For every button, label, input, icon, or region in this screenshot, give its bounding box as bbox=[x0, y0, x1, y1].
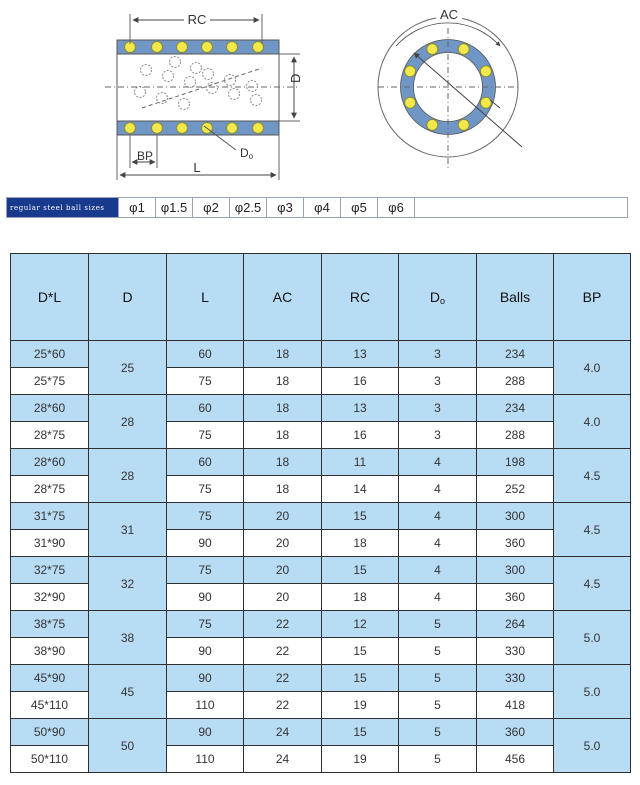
cell-dl: 25*75 bbox=[11, 368, 89, 395]
cell-bp: 5.0 bbox=[554, 665, 631, 719]
cell-rc: 16 bbox=[322, 422, 399, 449]
cell-l: 60 bbox=[167, 449, 244, 476]
cell-ac: 24 bbox=[244, 746, 322, 773]
ball-icon bbox=[163, 71, 174, 82]
cell-l: 75 bbox=[167, 503, 244, 530]
ball-icon bbox=[185, 77, 196, 88]
cell-bp: 4.5 bbox=[554, 449, 631, 503]
cell-d: 28 bbox=[89, 395, 167, 449]
cell-balls: 288 bbox=[477, 368, 554, 395]
cell-d: 31 bbox=[89, 503, 167, 557]
cell-dl: 32*75 bbox=[11, 557, 89, 584]
cell-ac: 22 bbox=[244, 692, 322, 719]
table-row bbox=[11, 449, 631, 476]
cell-dl: 25*60 bbox=[11, 341, 89, 368]
cell-bp: 5.0 bbox=[554, 719, 631, 773]
cell-do: 4 bbox=[399, 557, 477, 584]
cell-dl: 50*110 bbox=[11, 746, 89, 773]
cell-rc: 15 bbox=[322, 665, 399, 692]
ball-size-strip bbox=[6, 197, 628, 218]
cell-rc: 18 bbox=[322, 530, 399, 557]
ball-size-cell: φ1.5 bbox=[155, 198, 192, 217]
header-do-sub: o bbox=[440, 295, 446, 306]
cell-l: 75 bbox=[167, 476, 244, 503]
table-row bbox=[11, 395, 631, 422]
ball-size-cell: φ3 bbox=[266, 198, 303, 217]
cell-balls: 360 bbox=[477, 719, 554, 746]
cell-dl: 28*75 bbox=[11, 476, 89, 503]
ball-size-cell: φ4 bbox=[303, 198, 340, 217]
cell-dl: 28*60 bbox=[11, 395, 89, 422]
cell-dl: 38*75 bbox=[11, 611, 89, 638]
ball-icon bbox=[251, 95, 262, 106]
cell-do: 3 bbox=[399, 422, 477, 449]
bp-label: BP bbox=[136, 149, 154, 163]
header-balls: Balls bbox=[477, 254, 554, 341]
cell-l: 90 bbox=[167, 665, 244, 692]
cell-balls: 360 bbox=[477, 584, 554, 611]
cell-do: 5 bbox=[399, 746, 477, 773]
cell-l: 110 bbox=[167, 692, 244, 719]
ball-icon bbox=[427, 119, 438, 130]
cell-l: 110 bbox=[167, 746, 244, 773]
bearing-spec-table bbox=[10, 253, 631, 773]
cell-bp: 4.0 bbox=[554, 395, 631, 449]
ball-icon bbox=[203, 69, 214, 80]
ball-sleeve-drawings bbox=[0, 0, 640, 190]
cell-balls: 300 bbox=[477, 557, 554, 584]
cell-rc: 15 bbox=[322, 557, 399, 584]
cell-d: 32 bbox=[89, 557, 167, 611]
cell-ac: 20 bbox=[244, 530, 322, 557]
cell-ac: 18 bbox=[244, 368, 322, 395]
cell-do: 4 bbox=[399, 503, 477, 530]
ball-icon bbox=[458, 119, 469, 130]
header-bp: BP bbox=[554, 254, 631, 341]
cell-ac: 20 bbox=[244, 557, 322, 584]
header-rc: RC bbox=[322, 254, 399, 341]
cell-bp: 4.5 bbox=[554, 557, 631, 611]
l-label: L bbox=[193, 160, 201, 175]
do-label-main: D bbox=[240, 146, 249, 160]
cell-rc: 16 bbox=[322, 368, 399, 395]
cell-do: 5 bbox=[399, 692, 477, 719]
cell-bp: 5.0 bbox=[554, 611, 631, 665]
end-view-drawing bbox=[378, 6, 522, 170]
ball-icon bbox=[227, 123, 238, 134]
cell-do: 3 bbox=[399, 341, 477, 368]
cell-do: 5 bbox=[399, 719, 477, 746]
ball-size-cell: φ5 bbox=[340, 198, 377, 217]
ball-icon bbox=[227, 42, 238, 53]
cell-dl: 28*60 bbox=[11, 449, 89, 476]
cell-ac: 18 bbox=[244, 449, 322, 476]
header-dl: D*L bbox=[11, 254, 89, 341]
cell-l: 90 bbox=[167, 584, 244, 611]
ball-icon bbox=[177, 42, 188, 53]
ball-icon bbox=[202, 42, 213, 53]
header-ac: AC bbox=[244, 254, 322, 341]
ball-size-cell: φ6 bbox=[377, 198, 414, 217]
cell-do: 5 bbox=[399, 611, 477, 638]
cell-balls: 264 bbox=[477, 611, 554, 638]
cell-dl: 31*90 bbox=[11, 530, 89, 557]
cell-ac: 24 bbox=[244, 719, 322, 746]
cell-dl: 38*90 bbox=[11, 638, 89, 665]
cell-d: 50 bbox=[89, 719, 167, 773]
ball-size-cell: φ2.5 bbox=[229, 198, 266, 217]
table-row bbox=[11, 665, 631, 692]
cell-ac: 22 bbox=[244, 665, 322, 692]
ball-icon bbox=[427, 44, 438, 55]
header-do-main: D bbox=[429, 288, 441, 305]
cell-do: 4 bbox=[399, 530, 477, 557]
cell-d: 28 bbox=[89, 449, 167, 503]
ball-icon bbox=[225, 75, 236, 86]
table-row bbox=[11, 719, 631, 746]
ball-icon bbox=[480, 66, 491, 77]
cell-d: 25 bbox=[89, 341, 167, 395]
cell-l: 75 bbox=[167, 422, 244, 449]
cell-ac: 20 bbox=[244, 584, 322, 611]
cell-d: 45 bbox=[89, 665, 167, 719]
cell-rc: 18 bbox=[322, 584, 399, 611]
rc-label: RC bbox=[187, 12, 207, 27]
ball-icon bbox=[125, 123, 136, 134]
cell-dl: 31*75 bbox=[11, 503, 89, 530]
cell-l: 90 bbox=[167, 719, 244, 746]
cell-balls: 198 bbox=[477, 449, 554, 476]
cell-l: 90 bbox=[167, 530, 244, 557]
cell-rc: 12 bbox=[322, 611, 399, 638]
cell-do: 4 bbox=[399, 476, 477, 503]
ball-icon bbox=[179, 99, 190, 110]
strip-empty-area bbox=[414, 198, 627, 217]
cell-l: 75 bbox=[167, 611, 244, 638]
ball-icon bbox=[405, 66, 416, 77]
cell-do: 5 bbox=[399, 638, 477, 665]
cell-ac: 18 bbox=[244, 422, 322, 449]
cell-ac: 22 bbox=[244, 611, 322, 638]
cell-l: 75 bbox=[167, 557, 244, 584]
header-l: L bbox=[167, 254, 244, 341]
ball-icon bbox=[170, 57, 181, 68]
ac-label: AC bbox=[439, 7, 459, 22]
cell-balls: 234 bbox=[477, 341, 554, 368]
ball-icon bbox=[247, 81, 258, 92]
table-row bbox=[11, 611, 631, 638]
ball-icon bbox=[191, 63, 202, 74]
cell-balls: 456 bbox=[477, 746, 554, 773]
cell-rc: 19 bbox=[322, 692, 399, 719]
cell-bp: 4.5 bbox=[554, 503, 631, 557]
ball-icon bbox=[405, 97, 416, 108]
cell-balls: 234 bbox=[477, 395, 554, 422]
ball-icon bbox=[480, 97, 491, 108]
ball-icon bbox=[141, 65, 152, 76]
cell-do: 4 bbox=[399, 449, 477, 476]
do-label-sub: o bbox=[248, 152, 254, 161]
cell-rc: 14 bbox=[322, 476, 399, 503]
cell-dl: 50*90 bbox=[11, 719, 89, 746]
cell-dl: 45*110 bbox=[11, 692, 89, 719]
cell-bp: 4.0 bbox=[554, 341, 631, 395]
cell-ac: 18 bbox=[244, 341, 322, 368]
cell-l: 60 bbox=[167, 395, 244, 422]
cell-l: 60 bbox=[167, 341, 244, 368]
cell-dl: 32*90 bbox=[11, 584, 89, 611]
cell-balls: 418 bbox=[477, 692, 554, 719]
cell-ac: 22 bbox=[244, 638, 322, 665]
cell-balls: 330 bbox=[477, 665, 554, 692]
cell-d: 38 bbox=[89, 611, 167, 665]
cell-do: 3 bbox=[399, 368, 477, 395]
table-row bbox=[11, 557, 631, 584]
ball-icon bbox=[177, 123, 188, 134]
header-do bbox=[399, 254, 477, 341]
side-view-drawing bbox=[105, 10, 303, 180]
ball-icon bbox=[253, 123, 264, 134]
cell-rc: 15 bbox=[322, 503, 399, 530]
cell-dl: 45*90 bbox=[11, 665, 89, 692]
cell-rc: 15 bbox=[322, 638, 399, 665]
cell-l: 90 bbox=[167, 638, 244, 665]
d-label: D bbox=[288, 73, 303, 83]
table-row bbox=[11, 341, 631, 368]
ball-icon bbox=[135, 87, 146, 98]
cell-rc: 11 bbox=[322, 449, 399, 476]
ball-icon bbox=[152, 123, 163, 134]
cell-balls: 252 bbox=[477, 476, 554, 503]
ball-size-cell: φ1 bbox=[118, 198, 155, 217]
cell-do: 3 bbox=[399, 395, 477, 422]
ball-icon bbox=[229, 89, 240, 100]
cell-ac: 18 bbox=[244, 476, 322, 503]
cell-balls: 300 bbox=[477, 503, 554, 530]
cell-do: 5 bbox=[399, 665, 477, 692]
cell-l: 75 bbox=[167, 368, 244, 395]
cell-balls: 330 bbox=[477, 638, 554, 665]
cell-balls: 288 bbox=[477, 422, 554, 449]
cell-rc: 15 bbox=[322, 719, 399, 746]
ball-icon bbox=[458, 44, 469, 55]
cell-rc: 19 bbox=[322, 746, 399, 773]
cell-do: 4 bbox=[399, 584, 477, 611]
cell-balls: 360 bbox=[477, 530, 554, 557]
do-label bbox=[240, 146, 254, 161]
ball-size-label: regular steel ball sizes bbox=[7, 198, 118, 217]
cell-ac: 18 bbox=[244, 395, 322, 422]
table-row bbox=[11, 503, 631, 530]
cell-dl: 28*75 bbox=[11, 422, 89, 449]
cell-ac: 20 bbox=[244, 503, 322, 530]
table-body bbox=[11, 341, 631, 773]
cell-rc: 13 bbox=[322, 395, 399, 422]
header-d: D bbox=[89, 254, 167, 341]
ball-icon bbox=[152, 42, 163, 53]
ball-icon bbox=[157, 93, 168, 104]
ball-size-cell: φ2 bbox=[192, 198, 229, 217]
table-header-row bbox=[11, 254, 631, 341]
cell-rc: 13 bbox=[322, 341, 399, 368]
